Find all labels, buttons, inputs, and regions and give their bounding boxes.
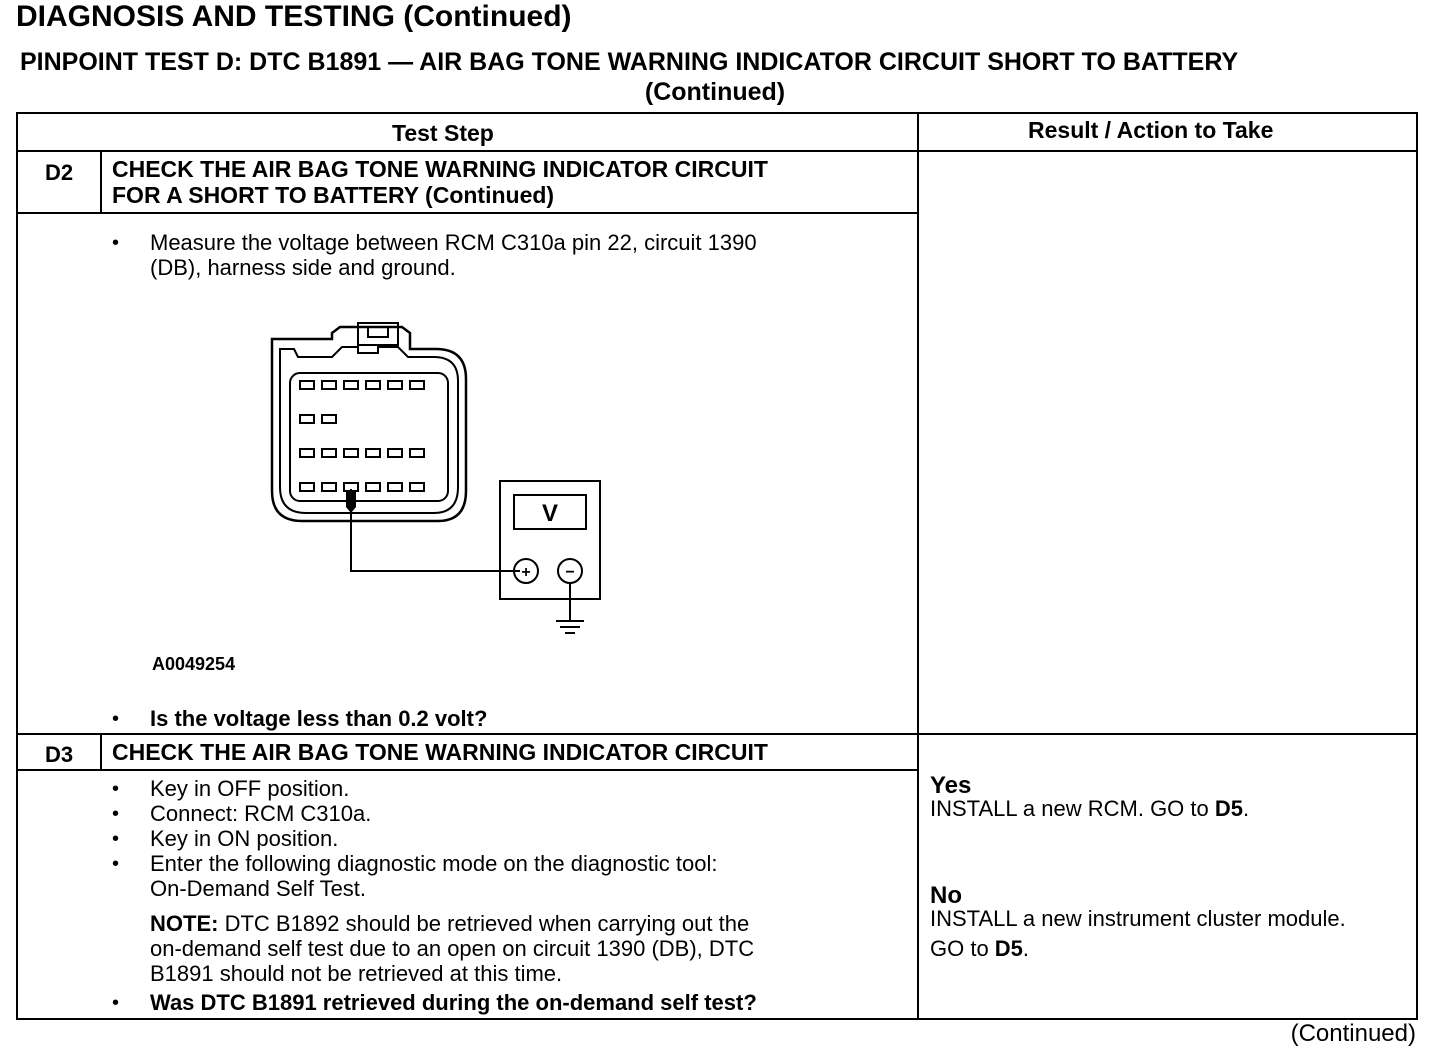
step-title-d3: CHECK THE AIR BAG TONE WARNING INDICATOR CIRCUIT xyxy=(112,739,768,765)
result-yes-goto: D5 xyxy=(1214,796,1243,821)
result-no-text: GO to xyxy=(930,936,995,961)
d3-bullet-3: Key in ON position. xyxy=(150,826,339,851)
d3-bullet-4: Enter the following diagnostic mode on the diagnostic tool: xyxy=(150,851,718,876)
result-yes-action xyxy=(930,794,1249,824)
d3-top-divider xyxy=(18,733,1416,735)
d3-bullet-4-line2: On-Demand Self Test. xyxy=(150,876,367,901)
result-yes-label: Yes xyxy=(930,772,972,799)
bullet-icon: • xyxy=(112,853,120,875)
bullet-icon: • xyxy=(112,708,120,730)
pinpoint-test-title-continued: (Continued) xyxy=(644,78,786,106)
d2-id-divider xyxy=(100,150,102,212)
result-no-action-line2 xyxy=(930,934,1029,964)
d3-title-divider xyxy=(18,769,917,771)
bullet-icon: • xyxy=(112,778,120,800)
column-divider xyxy=(917,114,919,1018)
note-label: NOTE: xyxy=(150,911,219,936)
step-title-d2-line1: CHECK THE AIR BAG TONE WARNING INDICATOR CIRCUIT xyxy=(112,156,768,182)
meter-positive: + xyxy=(521,564,531,581)
period: . xyxy=(1243,796,1250,821)
d3-id-divider xyxy=(100,733,102,769)
meter-negative: − xyxy=(565,564,575,581)
d3-bullet-1: Key in OFF position. xyxy=(150,776,350,801)
step-id-d2: D2 xyxy=(44,160,74,185)
result-no-goto: D5 xyxy=(994,936,1023,961)
bullet-icon: • xyxy=(112,232,120,254)
d2-instruction-line1: Measure the voltage between RCM C310a pin 22, circuit 1390 xyxy=(150,230,757,255)
page-title: DIAGNOSIS AND TESTING (Continued) xyxy=(16,0,572,33)
header-result-action: Result / Action to Take xyxy=(1028,117,1274,143)
bullet-icon: • xyxy=(112,828,120,850)
result-yes-text: INSTALL a new RCM. GO to xyxy=(930,796,1215,821)
bullet-icon: • xyxy=(112,992,120,1014)
result-no-label: No xyxy=(930,882,962,909)
step-id-d3: D3 xyxy=(44,742,74,767)
d2-title-divider xyxy=(18,212,917,214)
period: . xyxy=(1022,936,1030,961)
note-text: DTC B1892 should be retrieved when carrying out the xyxy=(218,911,750,936)
pinpoint-test-title: PINPOINT TEST D: DTC B1891 — AIR BAG TONE WARNING INDICATOR CIRCUIT SHORT TO BATTERY xyxy=(20,48,1239,76)
footer-continued: (Continued) xyxy=(1290,1020,1416,1047)
d3-note-line1 xyxy=(150,911,749,936)
meter-label: V xyxy=(541,500,559,527)
d3-bullet-2: Connect: RCM C310a. xyxy=(150,801,372,826)
header-divider xyxy=(18,150,1416,152)
bullet-icon: • xyxy=(112,803,120,825)
d2-instruction-line2: (DB), harness side and ground. xyxy=(150,255,456,280)
header-test-step: Test Step xyxy=(392,120,494,146)
d2-question: Is the voltage less than 0.2 volt? xyxy=(150,706,488,731)
d3-note-line2: on-demand self test due to an open on circuit 1390 (DB), DTC xyxy=(150,936,755,961)
step-title-d2-line2: FOR A SHORT TO BATTERY (Continued) xyxy=(112,182,555,208)
result-no-action-line1: INSTALL a new instrument cluster module. xyxy=(930,906,1346,931)
pinpoint-test-table xyxy=(16,112,1418,1020)
d3-question: Was DTC B1891 retrieved during the on-demand self test? xyxy=(150,990,757,1015)
d3-note-line3: B1891 should not be retrieved at this time. xyxy=(150,961,563,986)
connector-voltmeter-diagram xyxy=(258,309,638,649)
figure-id: A0049254 xyxy=(152,654,236,674)
